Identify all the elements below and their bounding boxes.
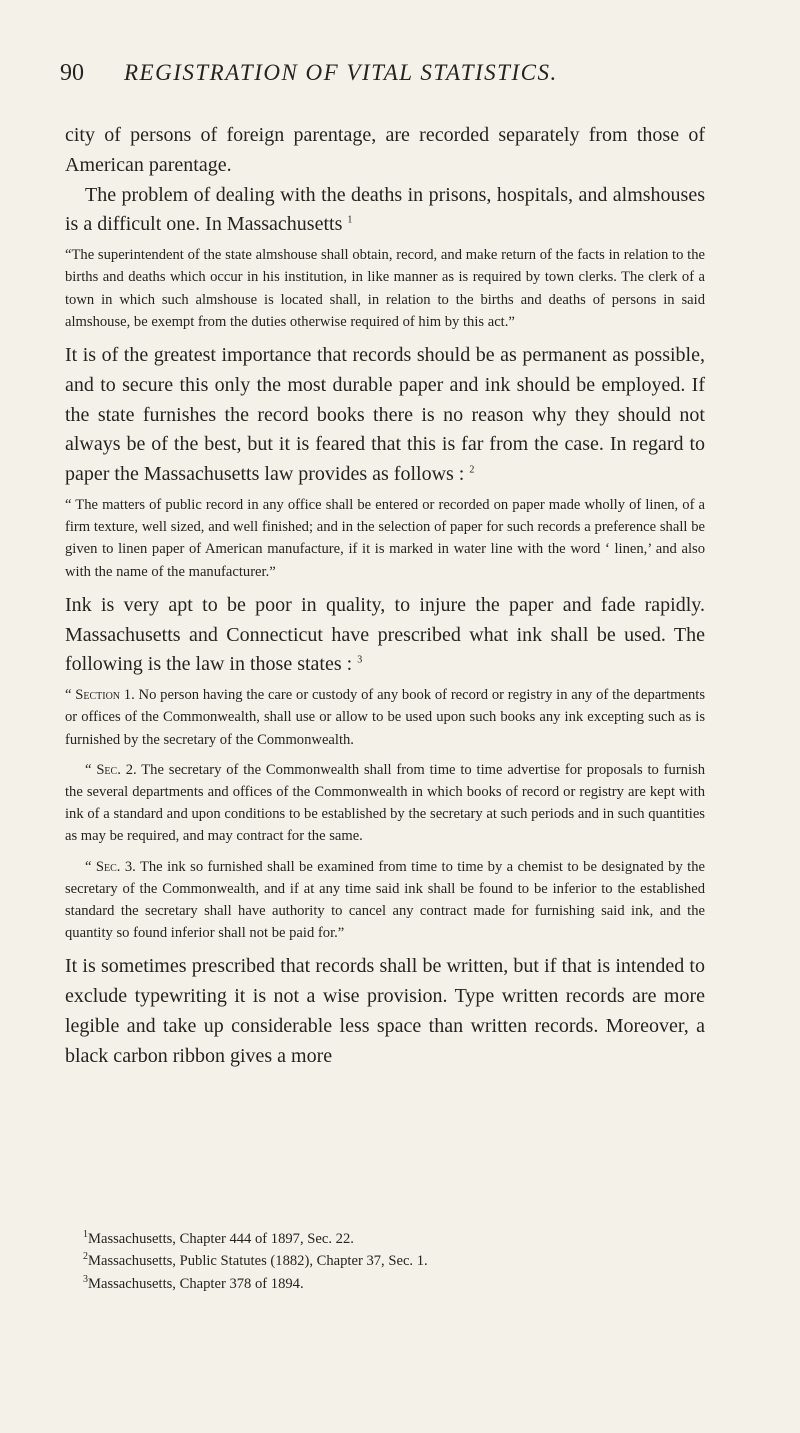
paragraph-4-text: Ink is very apt to be poor in quality, to injure the paper and fade rapidly. Massachusetts and Connecticut have prescribed what ink shall be used. The following is the law in those states : [65, 593, 705, 676]
footnote-mark-3: 3 [83, 1273, 88, 1285]
quote-almshouse: “The superintendent of the state almshouse shall obtain, record, and make return of the facts in relation to the births and deaths which occur in his institution, in like manner as is required by town clerks. The clerk of a town in which such almshouse is located shall, in relation to the births and deaths of persons in said almshouse, be exempt from the duties otherwise required of him by this act.” [65, 247, 705, 330]
footnotes [65, 1228, 705, 1295]
footnote-2 [65, 1250, 705, 1272]
section-3-text: The ink so furnished shall be examined from time to time by a chemist to be designated by the secretary of the Commonwealth, and if at any time said ink shall be found to be inferior to the established standard the secretary shall have authority to cancel any contract made for furnishing said ink, and the quantity so found inferior shall not be paid for.” [65, 858, 706, 942]
footnote-3-text: Massachusetts, Chapter 378 of 1894. [88, 1275, 304, 1292]
section-1-text: No person having the care or custody of any book of record or registry in any of the departments or offices of the Commonwealth, shall use or allow to be used upon such books any ink excepting such as is furnished by the secretary of the Commonwealth. [65, 687, 705, 748]
footnote-ref-1: 1 [347, 214, 353, 226]
footnote-ref-3: 3 [357, 654, 363, 666]
paragraph-2-text: The problem of dealing with the deaths in prisons, hospitals, and almshouses is a difficult one. In Massachusetts [65, 183, 705, 236]
body-text [65, 121, 705, 1072]
footnote-ref-2: 2 [469, 464, 475, 476]
paragraph-2 [65, 181, 705, 241]
section-1-label: “ Section 1. [65, 687, 135, 704]
paragraph-5: It is sometimes prescribed that records shall be written, but if that is intended to exclude typewriting it is not a wise provision. Type written records are more legible and take up considerable less space than written records. Moreover, a black carbon ribbon gives a more [65, 955, 705, 1067]
footnote-mark-2: 2 [83, 1251, 88, 1263]
page-number: 90 [60, 60, 84, 86]
paragraph-4 [65, 591, 705, 680]
footnote-1 [65, 1228, 705, 1250]
footnote-3 [65, 1273, 705, 1295]
page-header [60, 60, 680, 96]
quote-section-2 [65, 759, 705, 848]
paragraph-3 [65, 341, 705, 490]
paragraph-1: city of persons of foreign parentage, are recorded separately from those of American parentage. [65, 124, 705, 176]
footnote-1-text: Massachusetts, Chapter 444 of 1897, Sec. 22. [88, 1231, 354, 1247]
quote-section-1 [65, 684, 705, 751]
section-2-text: The secretary of the Commonwealth shall from time to time advertise for proposals to furnish the several departments and offices of the Commonwealth in which books of record or registry are kept with ink of a standard and upon conditions to be established by the secretary at such periods and in such quantities as may be required, and may contract for the same. [65, 761, 706, 845]
quote-paper-law: “ The matters of public record in any office shall be entered or recorded on paper made wholly of linen, of a firm texture, well sized, and well finished; and in the selection of paper for such records a preference shall be given to linen paper of American manufacture, if it is marked in water line with the word ‘ linen,’ and also with the name of the manufacturer.” [65, 496, 705, 580]
quote-section-3 [65, 856, 705, 945]
section-2-label: “ Sec. 2. [85, 761, 137, 778]
section-3-label: “ Sec. 3. [85, 858, 136, 875]
running-head: REGISTRATION OF VITAL STATISTICS. [124, 60, 558, 85]
footnote-2-text: Massachusetts, Public Statutes (1882), Chapter 37, Sec. 1. [88, 1253, 428, 1270]
paragraph-3-text: It is of the greatest importance that records should be as permanent as possible, and to secure this only the most durable paper and ink should be employed. If the state furnishes the record books there is no reason why they should not always be of the best, but it is feared that this is far from the case. In regard to paper the Massachusetts law provides as follows : [65, 344, 705, 486]
footnote-mark-1: 1 [83, 1229, 88, 1241]
